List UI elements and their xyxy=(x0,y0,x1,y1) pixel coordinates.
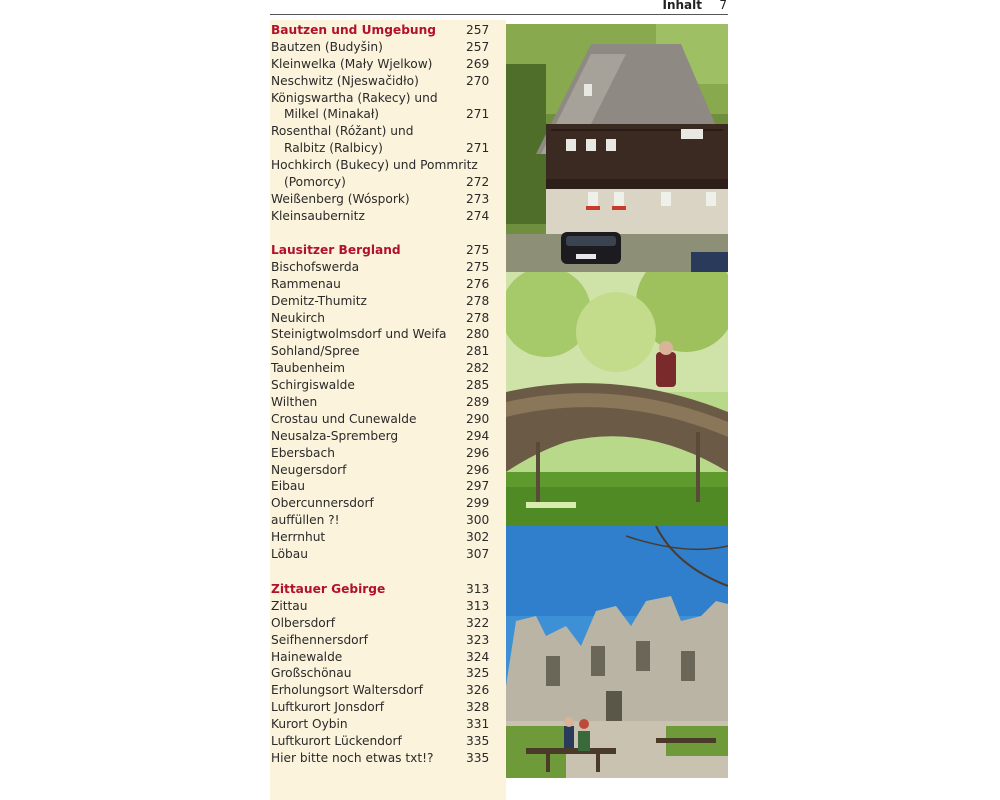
toc-entry-title: Schirgiswalde xyxy=(271,378,355,393)
toc-entry-page-number: 270 xyxy=(466,73,490,88)
toc-entry xyxy=(270,293,506,310)
toc-entry xyxy=(270,106,506,123)
toc-entry xyxy=(270,73,506,90)
toc-entry-page-number: 275 xyxy=(466,259,490,274)
toc-entry xyxy=(270,56,506,73)
toc-entry-page-number: 271 xyxy=(466,107,490,122)
toc-entry-page-number: 328 xyxy=(466,700,490,715)
toc-entry-page-number: 282 xyxy=(466,361,490,376)
toc-entry-title: Taubenheim xyxy=(271,361,346,376)
toc-entry-page-number: 335 xyxy=(466,734,490,749)
toc-entry xyxy=(270,495,506,512)
toc-entry-page-number: 294 xyxy=(466,428,490,443)
toc-entry-title: auffüllen ?! xyxy=(271,513,340,528)
toc-entry xyxy=(270,512,506,529)
toc-entry xyxy=(270,39,506,56)
section-title: Bautzen und Umgebung xyxy=(271,23,437,37)
toc-entry-title: Eibau xyxy=(271,479,306,494)
toc-entry-title: Hochkirch (Bukecy) und Pommritz xyxy=(271,158,478,173)
section-heading-lausitzer-bergland xyxy=(270,242,506,259)
toc-entry xyxy=(270,632,506,649)
toc-entry-title: Königswartha (Rakecy) und xyxy=(271,90,438,105)
toc-entry xyxy=(270,716,506,733)
toc-entry-title: Demitz-Thumitz xyxy=(271,293,367,308)
photo-half-timbered-house xyxy=(506,24,728,272)
toc-entry-title: Rammenau xyxy=(271,276,341,291)
toc-entry xyxy=(270,428,506,445)
table-of-contents xyxy=(270,20,506,800)
section-page-number: 275 xyxy=(466,243,490,257)
toc-entry xyxy=(270,394,506,411)
toc-entry-page-number: 322 xyxy=(466,615,490,630)
toc-entry-title: Crostau und Cunewalde xyxy=(271,411,417,426)
toc-entry-page-number: 313 xyxy=(466,598,490,613)
toc-entry-title: Bischofswerda xyxy=(271,259,360,274)
toc-entry-page-number: 326 xyxy=(466,683,490,698)
toc-entry xyxy=(270,598,506,615)
toc-entry-page-number: 297 xyxy=(466,479,490,494)
toc-entry xyxy=(270,276,506,293)
toc-entry-page-number: 335 xyxy=(466,750,490,765)
toc-entry xyxy=(270,699,506,716)
toc-entry-page-number: 285 xyxy=(466,378,490,393)
toc-entry-page-number: 278 xyxy=(466,310,490,325)
toc-entry xyxy=(270,360,506,377)
toc-entry-title: Weißenberg (Wóspork) xyxy=(271,191,410,206)
toc-entry xyxy=(270,665,506,682)
toc-entry xyxy=(270,750,506,767)
toc-entry-title: Neugersdorf xyxy=(271,462,347,477)
section-page-number: 257 xyxy=(466,23,490,37)
toc-entry-title: Hier bitte noch etwas txt!? xyxy=(271,750,434,765)
toc-entry-page-number: 281 xyxy=(466,344,490,359)
toc-entry-title: Luftkurort Lückendorf xyxy=(271,734,402,749)
toc-entry xyxy=(270,649,506,666)
toc-entry-page-number: 271 xyxy=(466,141,490,156)
toc-entry-page-number: 299 xyxy=(466,496,490,511)
toc-entry xyxy=(270,445,506,462)
toc-entry xyxy=(270,462,506,479)
toc-entry-page-number: 331 xyxy=(466,717,490,732)
toc-entry-page-number: 325 xyxy=(466,666,490,681)
toc-entry-page-number: 307 xyxy=(466,547,490,562)
toc-entry-page-number: 273 xyxy=(466,191,490,206)
toc-entry-page-number: 296 xyxy=(466,445,490,460)
toc-entry-title: Neukirch xyxy=(271,310,325,325)
toc-entry-title: Bautzen (Budyšin) xyxy=(271,39,383,54)
toc-entry-title: Kleinsaubernitz xyxy=(271,208,365,223)
toc-entry-page-number: 274 xyxy=(466,208,490,223)
toc-entry-title: Seifhennersdorf xyxy=(271,632,368,647)
toc-entry xyxy=(270,411,506,428)
toc-entry xyxy=(270,326,506,343)
toc-entry xyxy=(270,157,506,174)
toc-entry-page-number: 296 xyxy=(466,462,490,477)
toc-entry-page-number: 276 xyxy=(466,276,490,291)
toc-entry-title: Ebersbach xyxy=(271,445,335,460)
running-header-title: Inhalt xyxy=(662,0,702,12)
toc-entry-title: Großschönau xyxy=(271,666,352,681)
toc-entry-title: Milkel (Minakał) xyxy=(284,107,380,122)
toc-entry-title: Neusalza-Spremberg xyxy=(271,428,399,443)
toc-entry-title: Rosenthal (Róžant) und xyxy=(271,124,414,139)
toc-entry-title: Ralbitz (Ralbicy) xyxy=(284,141,383,156)
toc-entry-page-number: 302 xyxy=(466,530,490,545)
toc-entry-title: Hainewalde xyxy=(271,649,343,664)
toc-entry xyxy=(270,615,506,632)
toc-entry-page-number: 269 xyxy=(466,56,490,71)
toc-entry-title: Luftkurort Jonsdorf xyxy=(271,700,385,715)
toc-entry-page-number: 300 xyxy=(466,513,490,528)
toc-entry xyxy=(270,377,506,394)
toc-entry-title: Wilthen xyxy=(271,395,318,410)
toc-entry xyxy=(270,123,506,140)
photo-stone-bridge xyxy=(506,272,728,526)
toc-entry xyxy=(270,90,506,107)
toc-entry xyxy=(270,140,506,157)
toc-entry xyxy=(270,191,506,208)
toc-entry-page-number: 280 xyxy=(466,327,490,342)
toc-entry-page-number: 278 xyxy=(466,293,490,308)
toc-entry xyxy=(270,682,506,699)
toc-entry-title: Erholungsort Waltersdorf xyxy=(271,683,423,698)
page-number: 7 xyxy=(719,0,727,12)
toc-entry-page-number: 324 xyxy=(466,649,490,664)
toc-entry xyxy=(270,529,506,546)
section-title: Zittauer Gebirge xyxy=(271,582,386,596)
toc-entry xyxy=(270,310,506,327)
section-page-number: 313 xyxy=(466,582,490,596)
toc-entry xyxy=(270,174,506,191)
toc-section-zittauer-gebirge xyxy=(270,581,506,767)
toc-entry-page-number: 272 xyxy=(466,175,490,190)
toc-entry-page-number: 289 xyxy=(466,395,490,410)
photo-castle-ruin xyxy=(506,526,728,778)
toc-entry xyxy=(270,733,506,750)
toc-entry xyxy=(270,208,506,225)
toc-entry xyxy=(270,546,506,563)
section-heading-bautzen xyxy=(270,22,506,39)
section-heading-zittauer-gebirge xyxy=(270,581,506,598)
section-title: Lausitzer Bergland xyxy=(271,243,401,257)
toc-entry-page-number: 257 xyxy=(466,39,490,54)
toc-entry-title: Steinigtwolmsdorf und Weifa xyxy=(271,327,447,342)
toc-entry-title: Löbau xyxy=(271,547,308,562)
toc-entry xyxy=(270,343,506,360)
toc-entry xyxy=(270,259,506,276)
toc-entry-page-number: 323 xyxy=(466,632,490,647)
toc-entry-title: (Pomorcy) xyxy=(284,175,346,190)
toc-entry-page-number: 290 xyxy=(466,411,490,426)
toc-entry-title: Obercunnersdorf xyxy=(271,496,374,511)
toc-entry-title: Sohland/Spree xyxy=(271,344,360,359)
toc-entry-title: Neschwitz (Njeswačidło) xyxy=(271,73,419,88)
toc-entry xyxy=(270,478,506,495)
toc-entry-title: Olbersdorf xyxy=(271,615,336,630)
toc-section-bautzen xyxy=(270,22,506,225)
toc-entry-title: Kurort Oybin xyxy=(271,717,348,732)
toc-entry-title: Herrnhut xyxy=(271,530,326,545)
toc-entry-title: Kleinwelka (Mały Wjelkow) xyxy=(271,56,433,71)
toc-section-lausitzer-bergland xyxy=(270,242,506,563)
toc-entry-title: Zittau xyxy=(271,598,308,613)
running-header xyxy=(270,0,728,15)
